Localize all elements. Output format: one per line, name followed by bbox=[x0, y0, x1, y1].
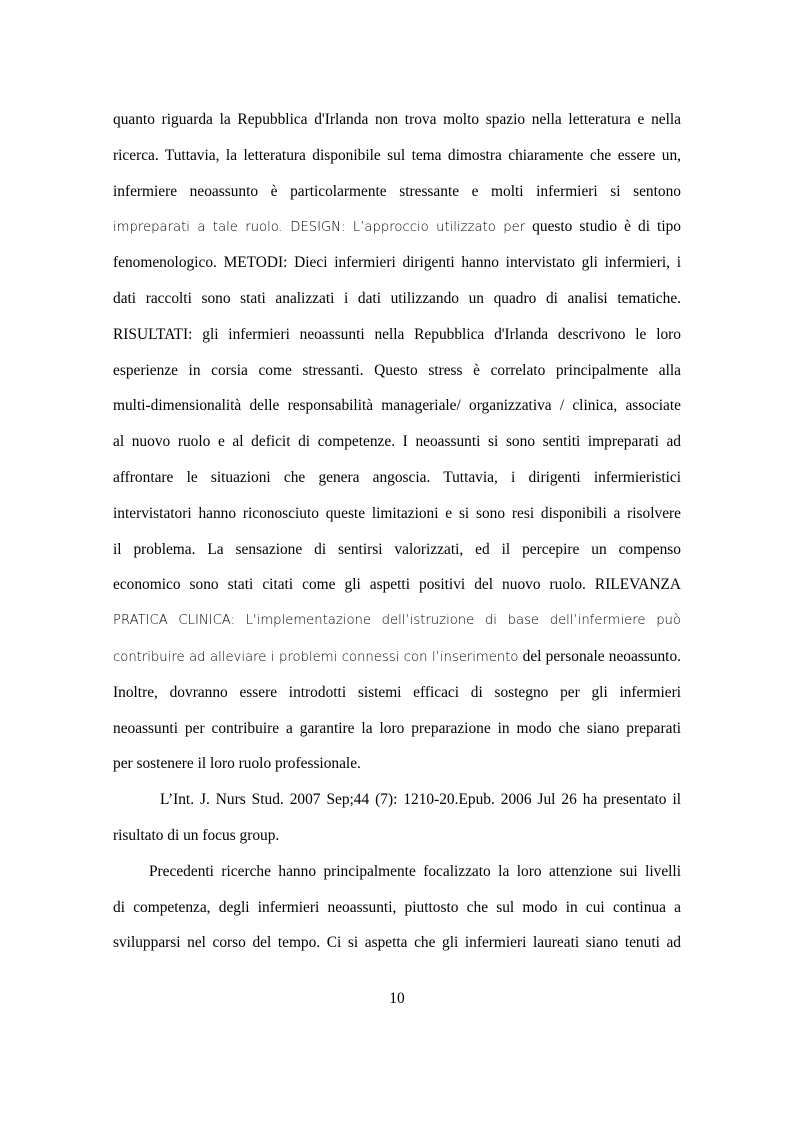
text-line-mixed-font bbox=[113, 217, 681, 253]
text-line-mixed-font bbox=[113, 647, 681, 683]
sans-text-segment: impreparati a tale ruolo. DESIGN: L’approccio utilizzato per bbox=[113, 220, 526, 236]
text-line: economico sono stati citati come gli aspetti positivi del nuovo ruolo. RILEVANZA bbox=[113, 576, 681, 594]
text-line: dati raccolti sono stati analizzati i dati utilizzando un quadro di analisi tematiche. bbox=[113, 289, 681, 307]
text-line: multi-dimensionalità delle responsabilità manageriale/ organizzativa / clinica, associate bbox=[113, 397, 681, 415]
text-line: Precedenti ricerche hanno principalmente focalizzato la loro attenzione sui livelli bbox=[149, 862, 681, 880]
sans-text-segment: contribuire ad alleviare i problemi connessi con l’inserimento bbox=[113, 649, 519, 665]
text-line: ricerca. Tuttavia, la letteratura disponibile sul tema dimostra chiaramente che essere un, bbox=[113, 146, 681, 164]
serif-text-segment: del personale neoassunto. bbox=[518, 647, 681, 665]
abstract-paragraph bbox=[113, 110, 681, 790]
text-line: Inoltre, dovranno essere introdotti sistemi efficaci di sostegno per gli infermieri bbox=[113, 683, 681, 701]
text-line: infermiere neoassunto è particolarmente stressante e molti infermieri si sentono bbox=[113, 182, 681, 200]
text-line: il problema. La sensazione di sentirsi valorizzati, ed il percepire un compenso bbox=[113, 540, 681, 558]
document-page bbox=[113, 110, 681, 969]
serif-text-segment: questo studio è di tipo bbox=[525, 218, 681, 236]
text-line: neoassunti per contribuire a garantire la loro preparazione in modo che siano preparati bbox=[113, 719, 681, 737]
text-line: L’Int. J. Nurs Stud. 2007 Sep;44 (7): 1210-20.Epub. 2006 Jul 26 ha presentato il bbox=[160, 791, 681, 809]
text-line: esperienze in corsia come stressanti. Questo stress è correlato principalmente alla bbox=[113, 361, 681, 379]
text-line: per sostenere il loro ruolo professionale. bbox=[113, 755, 361, 773]
text-line: fenomenologico. METODI: Dieci infermieri dirigenti hanno intervistato gli infermieri, i bbox=[113, 254, 681, 272]
page-number: 10 bbox=[389, 990, 405, 1007]
text-line: quanto riguarda la Repubblica d'Irlanda non trova molto spazio nella letteratura e nella bbox=[113, 111, 681, 128]
text-line: risultato di un focus group. bbox=[113, 826, 280, 844]
text-line: svilupparsi nel corso del tempo. Ci si aspetta che gli infermieri laureati siano tenuti ad bbox=[113, 934, 681, 952]
text-line: al nuovo ruolo e al deficit di competenze. I neoassunti si sono sentiti impreparati ad bbox=[113, 433, 681, 451]
citation-paragraph bbox=[113, 790, 681, 862]
text-line-sans: PRATICA CLINICA: L'implementazione dell’istruzione di base dell’infermiere può bbox=[113, 613, 681, 629]
text-line: RISULTATI: gli infermieri neoassunti nella Repubblica d'Irlanda descrivono le loro bbox=[113, 325, 681, 343]
text-line: affrontare le situazioni che genera angoscia. Tuttavia, i dirigenti infermieristici bbox=[113, 468, 681, 486]
text-line: intervistatori hanno riconosciuto queste limitazioni e si sono resi disponibili a risolvere bbox=[113, 504, 681, 522]
body-paragraph bbox=[113, 862, 681, 969]
text-line: di competenza, degli infermieri neoassunti, piuttosto che sul modo in cui continua a bbox=[113, 898, 681, 916]
